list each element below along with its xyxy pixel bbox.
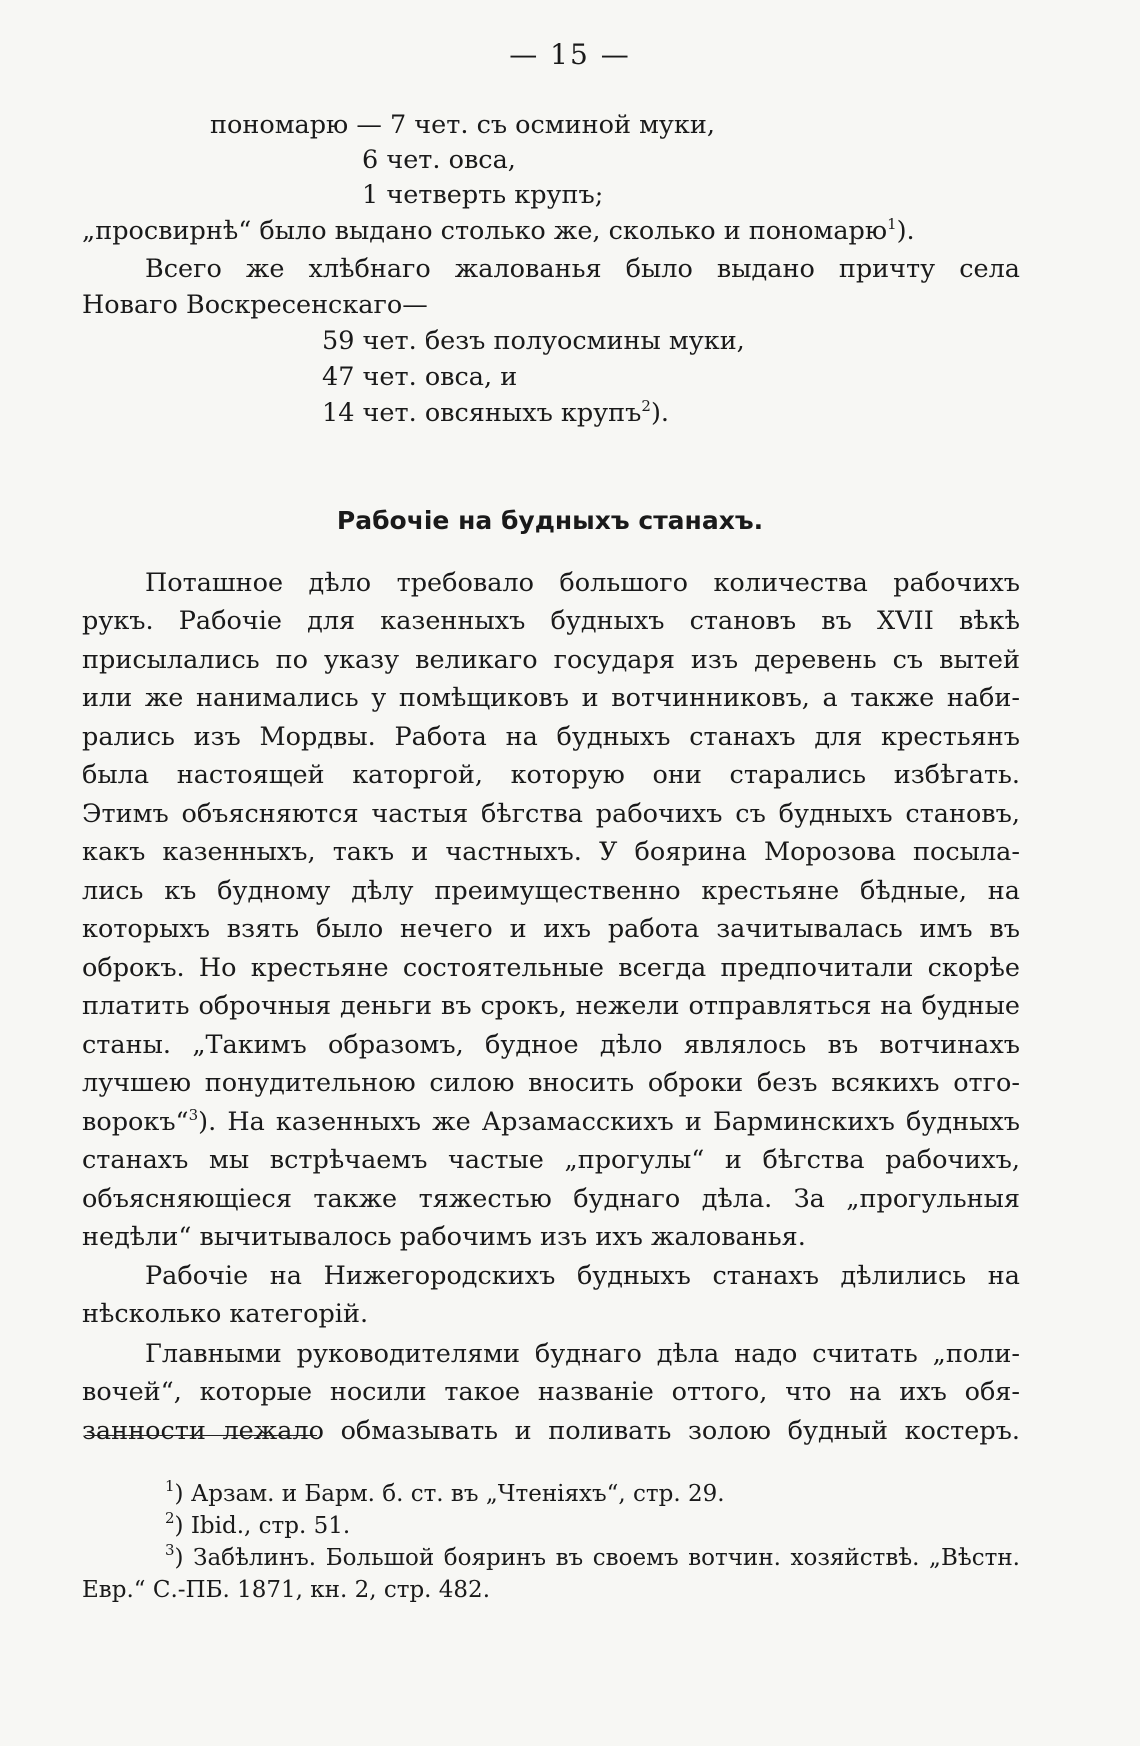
paragraph-line: присылались по указу великаго государя изъ деревень съ вытей xyxy=(82,645,1020,675)
footnote-ref-1: 1 xyxy=(887,215,897,233)
footnote-divider xyxy=(85,1435,317,1436)
paragraph-line: нѣсколько категорій. xyxy=(82,1299,369,1329)
paragraph-line: Рабочіе на Нижегородскихъ будныхъ станахъ дѣлились на xyxy=(145,1261,1020,1291)
paragraph-line: вочей“, которые носили такое названіе оттого, что на ихъ обя- xyxy=(82,1377,1020,1407)
paragraph-line: Этимъ объясняются частыя бѣгства рабочихъ съ будныхъ становъ, xyxy=(82,799,1020,829)
page-number: — 15 — xyxy=(509,38,631,71)
paragraph-line: платить оброчныя деньги въ срокъ, нежели отправляться на будные xyxy=(82,991,1020,1021)
paragraph-line: объясняющіеся также тяжестью буднаго дѣла. За „прогульныя xyxy=(82,1184,1020,1214)
paragraph-line: недѣли“ вычитывалось рабочимъ изъ ихъ жалованья. xyxy=(82,1222,806,1252)
prosvirne-line: „просвирнѣ“ было выдано столько же, сколько и пономарю$^1$). xyxy=(82,215,915,246)
total-list-oats: 47 чет. овса, и xyxy=(322,362,518,392)
paragraph-line: Поташное дѣло требовало большого количества рабочихъ xyxy=(145,568,1020,598)
footnote-ref-2: 2 xyxy=(641,397,651,415)
total-list-flour: 59 чет. безъ полуосмины муки, xyxy=(322,326,745,356)
paragraph-line: или же нанимались у помѣщиковъ и вотчинниковъ, а также наби- xyxy=(82,683,1020,713)
paragraph-line: какъ казенныхъ, такъ и частныхъ. У боярина Морозова посыла- xyxy=(82,837,1020,867)
paragraph-line: была настоящей каторгой, которую они старались избѣгать. xyxy=(82,760,1020,790)
list-line-ponomar: пономарю — 7 чет. съ осминой муки, xyxy=(210,110,715,140)
section-heading: Рабочіе на будныхъ станахъ. xyxy=(336,506,764,535)
paragraph-line: занности лежало обмазывать и поливать золою будный костеръ. xyxy=(82,1416,1020,1446)
footnote-3: $^3$) Забѣлинъ. Большой бояринъ въ своемъ вотчин. хозяйствѣ. „Вѣстн. xyxy=(165,1541,1020,1571)
list-line-groats: 1 четверть крупъ; xyxy=(362,180,604,210)
paragraph-line: станахъ мы встрѣчаемъ частые „прогулы“ и бѣгства рабочихъ, xyxy=(82,1145,1020,1175)
paragraph-line: станы. „Такимъ образомъ, будное дѣло являлось въ вотчинахъ xyxy=(82,1030,1020,1060)
paragraph-line: рукъ. Рабочіе для казенныхъ будныхъ становъ въ XVII вѣкѣ xyxy=(82,606,1020,636)
paragraph-line: которыхъ взять было нечего и ихъ работа зачитывалась имъ въ xyxy=(82,914,1020,944)
paragraph-line: Главными руководителями буднаго дѣла надо считать „поли- xyxy=(145,1339,1020,1369)
footnote-2: $^2$) Ibid., стр. 51. xyxy=(165,1509,351,1539)
list-line-oats: 6 чет. овса, xyxy=(362,145,516,175)
paragraph-line: оброкъ. Но крестьяне состоятельные всегда предпочитали скорѣе xyxy=(82,953,1020,983)
total-intro-line-2: Новаго Воскресенскаго— xyxy=(82,290,428,320)
paragraph-line: лись къ будному дѣлу преимущественно крестьяне бѣдные, на xyxy=(82,876,1020,906)
paragraph-line-with-note: ворокъ“$^3$). На казенныхъ же Арзамасскихъ и Барминскихъ будныхъ xyxy=(82,1106,1020,1137)
total-intro-line-1: Всего же хлѣбнаго жалованья было выдано причту села xyxy=(145,254,1020,284)
footnote-1: $^1$) Арзам. и Барм. б. ст. въ „Чтеніяхъ“, стр. 29. xyxy=(165,1477,725,1507)
footnote-3-continuation: Евр.“ С.-ПБ. 1871, кн. 2, стр. 482. xyxy=(82,1577,491,1603)
total-list-groats: 14 чет. овсяныхъ крупъ$^2$). xyxy=(322,397,669,428)
paragraph-line: рались изъ Мордвы. Работа на будныхъ станахъ для крестьянъ xyxy=(82,722,1020,752)
footnote-ref-3: 3 xyxy=(188,1106,199,1124)
paragraph-line: лучшею понудительною силою вносить оброки безъ всякихъ отго- xyxy=(82,1068,1020,1098)
